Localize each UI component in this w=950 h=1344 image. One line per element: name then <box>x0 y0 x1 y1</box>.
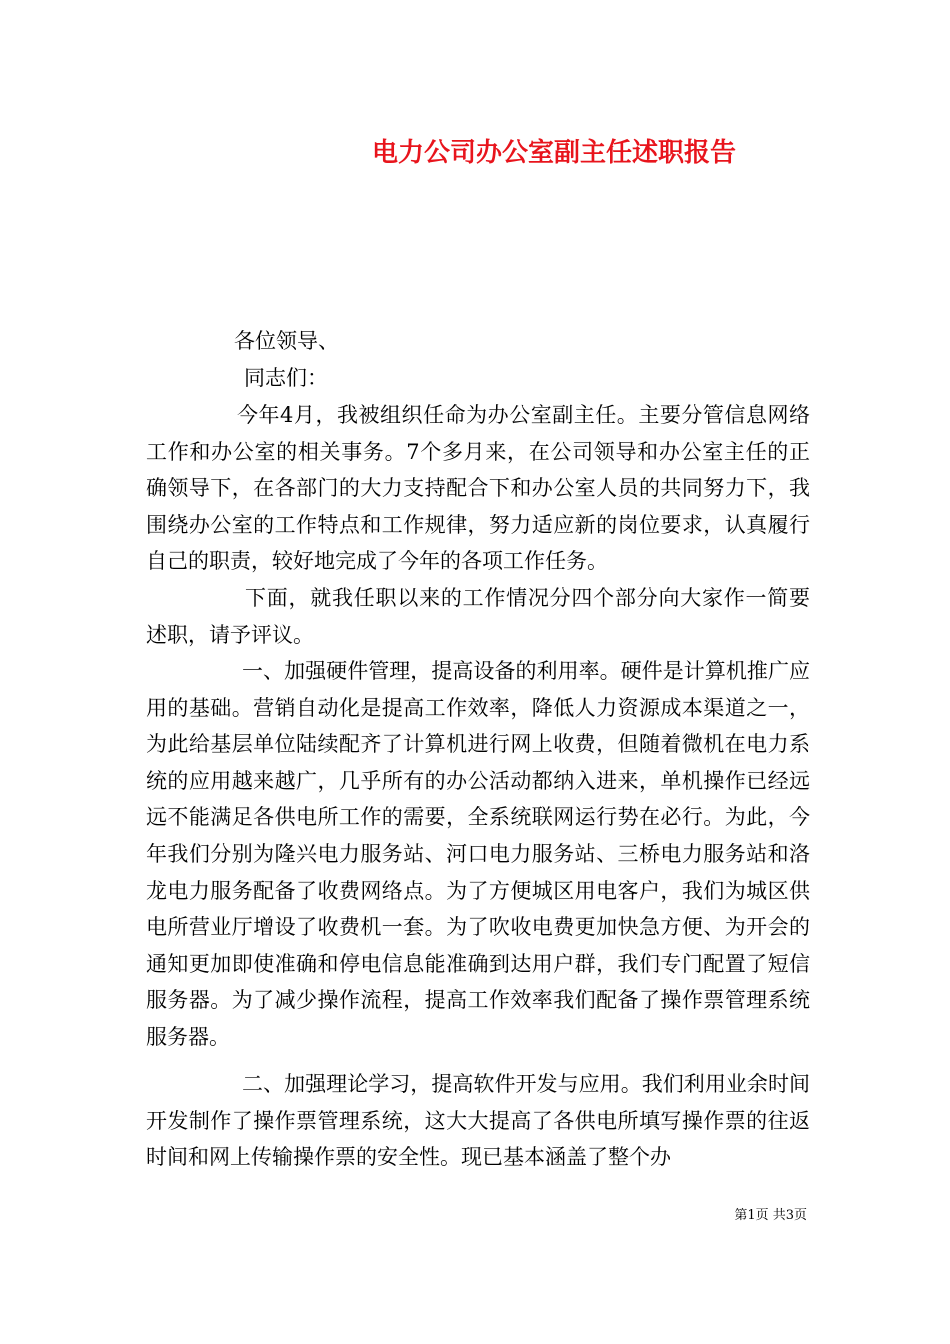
paragraph-overview: 下面，就我任职以来的工作情况分四个部分向大家作一简要述职，请予评议。 <box>146 586 810 647</box>
paragraph-hardware: 一、加强硬件管理，提高设备的利用率。硬件是计算机推广应用的基础。营销自动化是提高工作效率，降低人力资源成本渠道之一，为此给基层单位陆续配齐了计算机进行网上收费，但随着微机在电力系统的应用越来越广，几乎所有的办公活动都纳入进来，单机操作已经远远不能满足各供电所工作的需要，全系统联网运行势在必行。为此，今年我们分别为隆兴电力服务站、河口电力服务站、三桥电力服务站和洛龙电力服务配备了收费网络点。为了方便城区用电客户，我们为城区供电所营业厅增设了收费机一套。为了吹收电费更加快急方便、为开会的通知更加即使准确和停电信息能准确到达用户群，我们专门配置了短信服务器。为了减少操作流程，提高工作效率我们配备了操作票管理系统服务器。 <box>146 659 810 1049</box>
greeting-comrades: 同志们： <box>244 366 328 390</box>
paragraph-software: 二、加强理论学习，提高软件开发与应用。我们利用业余时间开发制作了操作票管理系统，这大大提高了各供电所填写操作票的往返时间和网上传输操作票的安全性。现已基本涵盖了整个办 <box>146 1072 810 1170</box>
page-number: 第1页 共3页 <box>734 1208 807 1223</box>
document-title: 电力公司办公室副主任述职报告 <box>372 138 737 168</box>
greeting-leaders: 各位领导、 <box>234 329 339 353</box>
paragraph-intro: 今年4月，我被组织任命为办公室副主任。主要分管信息网络工作和办公室的相关事务。7个多月来，在公司领导和办公室主任的正确领导下，在各部门的大力支持配合下和办公室人员的共同努力下，我围绕办公室的工作特点和工作规律，努力适应新的岗位要求，认真履行自己的职责，较好地完成了今年的各项工作任务。 <box>146 403 810 574</box>
